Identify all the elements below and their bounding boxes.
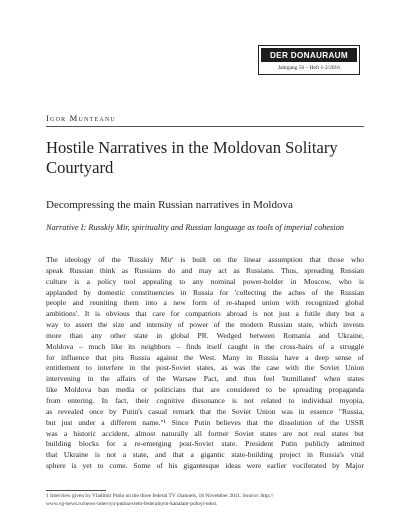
footnote — [46, 493, 364, 508]
body-line: culture is a policy tool appealing to any nominal power-holder in Moscow, who is — [46, 276, 364, 286]
footnote-line: 1 Interview given by Vladimir Putin on the three federal TV channels, 18 November 2011. Source: http:// — [46, 493, 274, 499]
footnote-line: www.vg-news.ru/news-intervyu-putina-trem-federalnym-kanalam-polnyi-tekst. — [46, 500, 218, 507]
body-line: but just under a different name."¹ Since Putin believes that the dissolution of the USSR — [46, 417, 364, 427]
body-line: intervening in the affairs of the Warsaw Pact, and thus feel 'humiliated' when states — [46, 374, 364, 384]
header-divider — [46, 126, 364, 127]
body-line: The ideology of the 'Russkiy Mir' is built on the linear assumption that those who — [46, 255, 364, 264]
journal-name: DER DONAURAUM — [261, 48, 357, 62]
body-paragraph — [46, 255, 364, 472]
article-title: Hostile Narratives in the Moldovan Solitary Courtyard — [46, 138, 338, 177]
author-name: Igor Munteanu — [46, 113, 116, 123]
body-line: way to assert the size and intensity of power of the modern Russian state, which invests — [46, 320, 364, 330]
body-line: ambitions'. It is obvious that care for compatriots abroad is not just a futile duty but a — [46, 309, 364, 319]
body-line: for influence that pits Russia against the West. Many in Russia have a deep sense of — [46, 352, 364, 362]
body-line: applauded by domestic constituencies in Russia for 'collecting the aches of the Russian — [46, 287, 364, 297]
body-line: from entering. In fact, their cognitive dissonance is not related to individual myopia, — [46, 395, 364, 405]
body-line: Moldova – much like its neighbors – finds itself caught in the cross-hairs of a struggle — [46, 341, 364, 351]
journal-issue: Jahrgang 56 – Heft 1-2/2016 — [278, 65, 340, 71]
footnote-divider — [46, 490, 106, 491]
body-line: building blocks for a re-emerging post-Soviet state. President Putin publicly admitted — [46, 439, 364, 449]
body-line: sphere is yet to come. Some of his gigantesque ideas were earlier vociferated by Major — [46, 461, 364, 471]
body-line: people and reuniting them into a new form of re-shaped union with recognized global — [46, 298, 364, 308]
body-line: more than any other state in global PR. Wedged between Romania and Ukraine, — [46, 330, 364, 340]
body-line: speak Russian think as Russians do and may act as Russians. Thus, spreading Russian — [46, 265, 364, 275]
journal-badge — [258, 45, 360, 75]
body-line: like Moldova ban media or politicians that are considered to be spreading propaganda — [46, 385, 364, 395]
body-line: entitlement to interfere in the post-Soviet states, as was the case with the Soviet Union — [46, 363, 364, 373]
subsection-heading: Narrative I: Russkiy Mir, spirituality and Russian language as tools of imperial cohesion — [46, 223, 344, 232]
body-line: was a historic accident, almost naturally all former Soviet states are not real states but — [46, 428, 364, 438]
body-line: as revealed once by Putin's casual remark that the Soviet Union was in essence "Russia, — [46, 406, 364, 416]
section-heading: Decompressing the main Russian narratives in Moldova — [46, 199, 293, 211]
body-line: that Ukraine is not a state, and that a gigantic state-building project in Russia's vital — [46, 450, 364, 460]
